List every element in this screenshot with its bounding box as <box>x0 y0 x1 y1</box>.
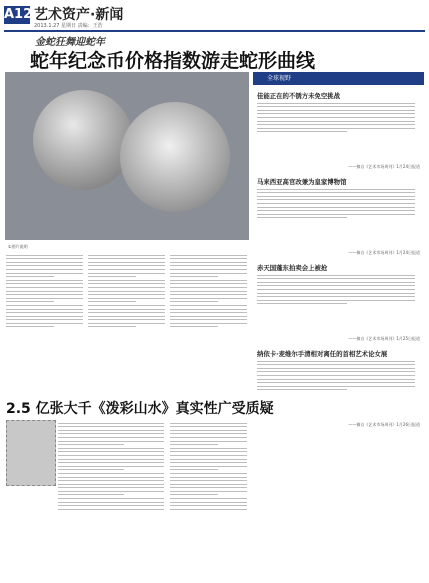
sidebar-article-source: ——摘自《艺术市场周刊》1月25日报道 <box>348 336 420 341</box>
sidebar-article-source: ——摘自《艺术市场周刊》1月26日报道 <box>348 422 420 427</box>
text-line <box>170 276 218 277</box>
text-line <box>170 265 247 266</box>
text-line <box>88 294 165 295</box>
sidebar-article-body <box>257 186 420 250</box>
text-line <box>170 316 247 317</box>
text-line <box>88 283 165 284</box>
text-line <box>6 280 83 281</box>
text-line <box>58 430 164 431</box>
page-number: A12 <box>4 7 33 22</box>
text-line <box>88 280 165 281</box>
text-line <box>257 368 415 369</box>
text-line <box>257 124 415 125</box>
text-line <box>170 473 247 474</box>
text-line <box>257 364 415 365</box>
text-line <box>6 294 83 295</box>
text-line <box>58 473 164 474</box>
sidebar <box>253 72 424 580</box>
sidebar-article-title: 马来西亚高官改兼为皇家博物馆 <box>257 178 347 186</box>
text-line <box>170 319 247 320</box>
text-line <box>257 386 415 387</box>
text-line <box>88 305 165 306</box>
text-line <box>58 444 124 445</box>
sidebar-article-title: 佳能正在的不锈方未免空挑战 <box>257 92 341 100</box>
text-line <box>6 305 83 306</box>
text-line <box>58 477 164 478</box>
text-line <box>58 466 164 467</box>
second-column-1 <box>58 420 168 580</box>
sidebar-article-title: 纳依卡·麦维尔手清相对离任的首相艺术论女展 <box>257 350 388 358</box>
coin-photo <box>5 72 249 240</box>
sidebar-article-source: ——摘自《艺术市场周刊》1月24日报道 <box>348 250 420 255</box>
text-line <box>6 323 83 324</box>
text-line <box>257 103 415 104</box>
text-line <box>257 117 415 118</box>
header-rule <box>4 30 425 32</box>
text-line <box>170 455 247 456</box>
text-line <box>257 203 415 204</box>
text-line <box>58 502 164 503</box>
text-line <box>88 273 165 274</box>
text-line <box>58 462 164 463</box>
text-line <box>170 480 247 481</box>
text-line <box>170 273 247 274</box>
text-line <box>170 312 247 313</box>
text-line <box>257 113 415 114</box>
text-line <box>170 451 247 452</box>
text-line <box>257 300 415 301</box>
sidebar-article-body <box>257 272 420 336</box>
text-line <box>88 269 165 270</box>
text-line <box>257 189 415 190</box>
page-header <box>0 0 429 72</box>
text-line <box>257 303 347 304</box>
second-column-2 <box>170 420 250 580</box>
text-line <box>6 273 83 274</box>
text-line <box>170 305 247 306</box>
text-line <box>88 291 165 292</box>
lead-column-2 <box>88 252 168 392</box>
text-line <box>6 258 83 259</box>
text-line <box>58 494 124 495</box>
text-line <box>6 309 83 310</box>
text-line <box>257 196 415 197</box>
text-line <box>58 469 124 470</box>
text-line <box>257 375 415 376</box>
text-line <box>257 207 415 208</box>
text-line <box>170 448 247 449</box>
sidebar-article <box>257 349 420 428</box>
text-line <box>257 382 415 383</box>
text-line <box>170 309 247 310</box>
text-line <box>170 462 247 463</box>
text-line <box>170 459 247 460</box>
text-line <box>257 131 347 132</box>
text-line <box>170 258 247 259</box>
text-line <box>170 423 247 424</box>
text-line <box>88 298 165 299</box>
photo-caption: ①图片说明 <box>8 244 28 249</box>
text-line <box>58 448 164 449</box>
text-line <box>257 289 415 290</box>
text-line <box>6 283 83 284</box>
sidebar-article-body <box>257 358 420 422</box>
text-line <box>170 287 247 288</box>
text-line <box>58 423 164 424</box>
text-line <box>257 106 415 107</box>
text-line <box>170 294 247 295</box>
text-line <box>257 361 415 362</box>
text-line <box>58 480 164 481</box>
text-line <box>257 210 415 211</box>
text-line <box>6 291 83 292</box>
text-line <box>6 319 83 320</box>
text-line <box>58 505 164 506</box>
text-line <box>170 262 247 263</box>
text-line <box>170 323 247 324</box>
text-line <box>58 433 164 434</box>
text-line <box>88 309 165 310</box>
text-line <box>88 323 165 324</box>
text-line <box>170 509 247 510</box>
text-line <box>58 459 164 460</box>
text-line <box>88 287 165 288</box>
text-line <box>58 509 164 510</box>
sidebar-article-title: 赤天国蓬东拍卖会上被抢 <box>257 264 328 272</box>
text-line <box>257 296 415 297</box>
text-line <box>6 269 83 270</box>
text-line <box>170 487 247 488</box>
text-line <box>170 269 247 270</box>
text-line <box>58 484 164 485</box>
text-line <box>58 455 164 456</box>
text-line <box>6 316 83 317</box>
sidebar-article-source: ——摘自《艺术市场周刊》1月24日报道 <box>348 164 420 169</box>
text-line <box>257 110 415 111</box>
lead-column-3 <box>170 252 250 392</box>
text-line <box>88 326 136 327</box>
text-line <box>257 379 415 380</box>
text-line <box>170 466 247 467</box>
text-line <box>170 502 247 503</box>
text-line <box>58 498 164 499</box>
text-line <box>257 282 415 283</box>
text-line <box>170 430 247 431</box>
text-line <box>170 484 247 485</box>
text-line <box>170 441 247 442</box>
text-line <box>88 319 165 320</box>
text-line <box>170 326 218 327</box>
text-line <box>6 262 83 263</box>
stamp-image <box>6 420 56 486</box>
text-line <box>58 437 164 438</box>
date-line: 2013.1.27 星期日 责编：王浩 <box>34 23 103 29</box>
text-line <box>257 293 415 294</box>
text-line <box>6 287 83 288</box>
text-line <box>58 491 164 492</box>
text-line <box>170 255 247 256</box>
text-line <box>6 255 83 256</box>
text-line <box>257 389 347 390</box>
text-line <box>170 433 247 434</box>
text-line <box>88 312 165 313</box>
text-line <box>257 214 415 215</box>
text-line <box>88 301 136 302</box>
text-line <box>6 265 83 266</box>
text-line <box>6 312 83 313</box>
text-line <box>6 298 83 299</box>
main-headline: 蛇年纪念币价格指数游走蛇形曲线 <box>30 50 316 72</box>
section-title: 艺术资产·新闻 <box>34 7 124 23</box>
sidebar-article <box>257 263 420 342</box>
coin-back-image <box>120 102 230 212</box>
text-line <box>170 505 247 506</box>
text-line <box>257 371 415 372</box>
sidebar-header: 全球视野 <box>253 72 424 85</box>
text-line <box>6 326 54 327</box>
text-line <box>88 316 165 317</box>
text-line <box>170 491 247 492</box>
text-line <box>170 469 218 470</box>
lead-column-1 <box>6 252 86 392</box>
text-line <box>58 451 164 452</box>
sidebar-article-body <box>257 100 420 164</box>
text-line <box>58 441 164 442</box>
text-line <box>257 278 415 279</box>
sidebar-article <box>257 91 420 170</box>
text-line <box>257 128 415 129</box>
text-line <box>170 283 247 284</box>
text-line <box>170 494 218 495</box>
text-line <box>257 285 415 286</box>
text-line <box>88 255 165 256</box>
text-line <box>257 199 415 200</box>
text-line <box>88 265 165 266</box>
text-line <box>170 301 218 302</box>
text-line <box>170 426 247 427</box>
text-line <box>170 280 247 281</box>
text-line <box>257 275 415 276</box>
text-line <box>6 276 54 277</box>
text-line <box>88 258 165 259</box>
sidebar-article <box>257 177 420 256</box>
second-headline: 2.5 亿张大千《泼彩山水》真实性广受质疑 <box>6 401 274 417</box>
text-line <box>6 301 54 302</box>
text-line <box>170 444 218 445</box>
text-line <box>257 217 347 218</box>
text-line <box>170 298 247 299</box>
text-line <box>58 426 164 427</box>
text-line <box>170 437 247 438</box>
text-line <box>170 477 247 478</box>
text-line <box>170 498 247 499</box>
kicker: 金蛇狂舞迎蛇年 <box>35 37 105 48</box>
text-line <box>170 291 247 292</box>
text-line <box>88 276 136 277</box>
coin-front-image <box>33 90 133 190</box>
text-line <box>88 262 165 263</box>
text-line <box>257 121 415 122</box>
text-line <box>58 487 164 488</box>
text-line <box>257 192 415 193</box>
